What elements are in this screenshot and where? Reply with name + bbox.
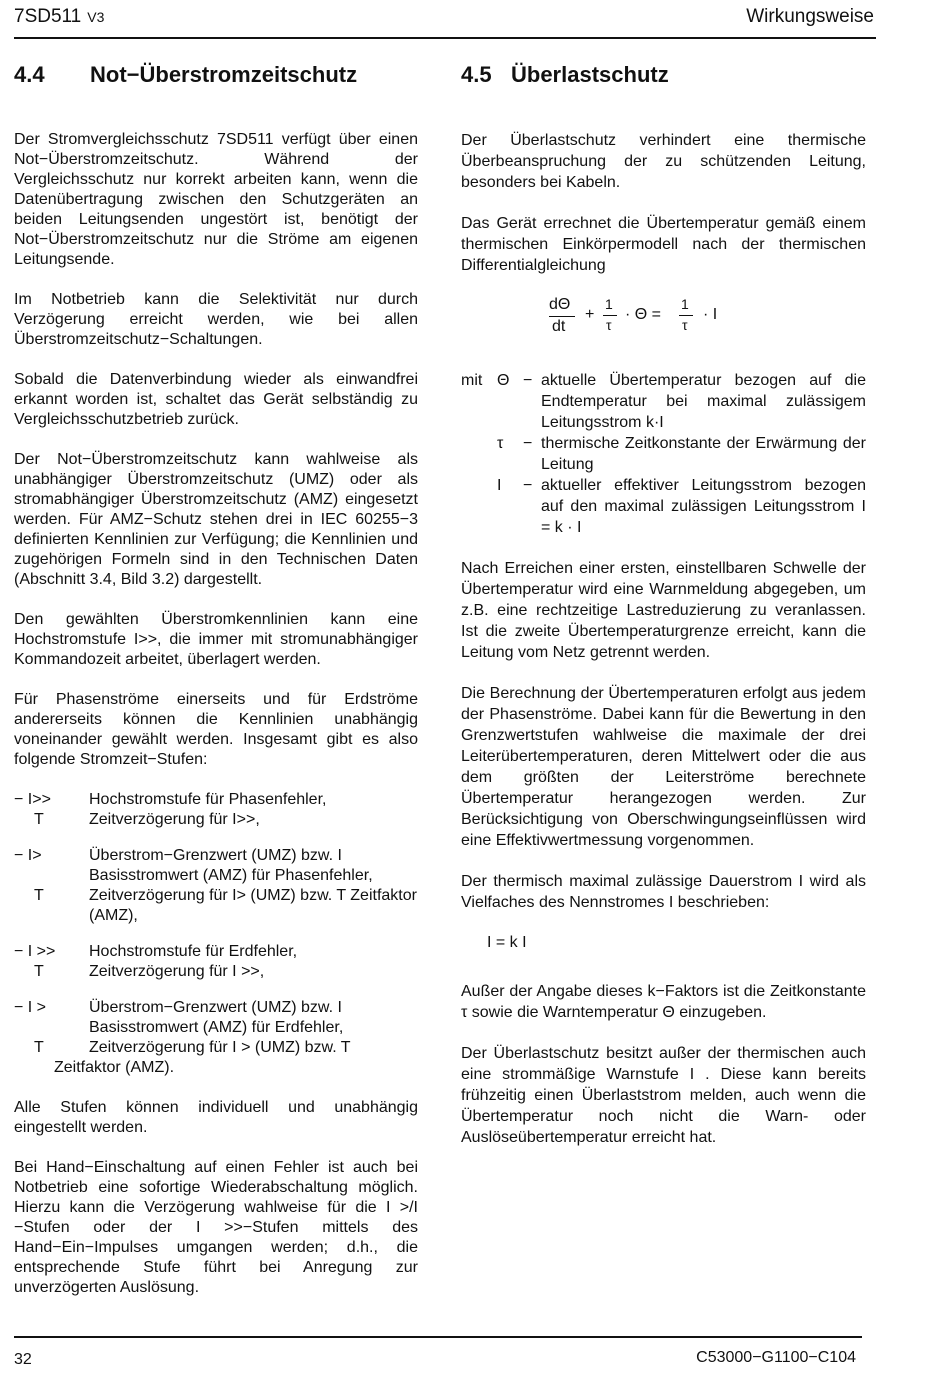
paragraph: Außer der Angabe dieses k−Faktors ist die Zeitkonstante τ sowie die Warntemperatur Θ einzugeben. bbox=[461, 983, 866, 1021]
stage-item bbox=[14, 998, 418, 1078]
paragraph: Der Überlastschutz besitzt außer der thermischen auch eine strommäßige Warnstufe I . Diese kann bereits frühzeitig einen Überlaststrom melden, auch wenn die Übertemperatur noch nicht die Warn- oder Auslöseübertemperatur erreicht hat. bbox=[461, 1045, 866, 1146]
paragraph: Sobald die Datenverbindung wieder als einwandfrei erkannt worden ist, schaltet das Gerät selbständig zu Vergleichsschutzbetrieb zurück. bbox=[14, 371, 418, 428]
stage-symbol: − I >> bbox=[14, 943, 56, 960]
paragraph: Im Notbetrieb kann die Selektivität nur durch Verzögerung erreicht werden, wie bei allen Überstromzeitschutz−Schaltungen. bbox=[14, 291, 418, 348]
legend-dash: − bbox=[523, 435, 533, 452]
stage-text: Hochstromstufe für Erdfehler, bbox=[89, 943, 298, 960]
stage-symbol: T bbox=[34, 1039, 44, 1056]
symbol-legend bbox=[461, 370, 866, 538]
legend-row bbox=[461, 370, 866, 433]
formula-one: 1 bbox=[681, 296, 689, 312]
paragraph: Für Phasenströme einerseits und für Erdströme andererseits können die Kennlinien unabhängig voneinander gewählt werden. Insgesamt gibt es also folgende Stromzeit−Stufen: bbox=[14, 691, 418, 768]
stage-text: Überstrom−Grenzwert (UMZ) bzw. I Basisstromwert (AMZ) für Erdfehler, bbox=[89, 999, 344, 1036]
version: V3 bbox=[87, 9, 105, 25]
formula-numerator: dΘ bbox=[549, 296, 571, 313]
stage-text: Hochstromstufe für Phasenfehler, bbox=[89, 791, 327, 808]
paragraph: Den gewählten Überstromkennlinien kann eine Hochstromstufe I>>, die immer mit stromunabhängiger Kommandozeit arbeitet, überlagert werden. bbox=[14, 611, 418, 668]
stage-symbol: − I> bbox=[14, 847, 42, 864]
legend-row bbox=[461, 475, 866, 538]
header-section: Wirkungsweise bbox=[746, 6, 874, 27]
paragraph: Der thermisch maximal zulässige Dauerstrom I wird als Vielfaches des Nennstromes I beschrieben: bbox=[461, 873, 866, 911]
legend-text: thermische Zeitkonstante der Erwärmung der Leitung bbox=[541, 435, 866, 473]
right-column bbox=[461, 62, 866, 1168]
section-heading-right bbox=[461, 62, 866, 90]
mit-label: mit bbox=[461, 372, 483, 389]
legend-text: aktueller effektiver Leitungsstrom bezogen auf den maximal zulässigen Leitungsstrom I = k · I bbox=[541, 477, 866, 536]
section-number: 4.4 bbox=[14, 62, 45, 87]
legend-symbol: Θ bbox=[497, 372, 510, 389]
stage-item bbox=[14, 942, 418, 982]
stage-text: Zeitverzögerung für I >>, bbox=[89, 963, 265, 980]
left-column bbox=[14, 62, 418, 1318]
stage-text: Zeitverzögerung für I> (UMZ) bzw. T Zeitfaktor (AMZ), bbox=[89, 887, 417, 924]
paragraph: Der Überlastschutz verhindert eine thermische Überbeanspruchung der zu schützenden Leitung, besonders bei Kabeln. bbox=[461, 132, 866, 191]
section-title: Not−Überstromzeitschutz bbox=[90, 62, 358, 87]
stage-item bbox=[14, 790, 418, 830]
paragraph: Das Gerät errechnet die Übertemperatur gemäß einem thermischen Einkörpermodell nach der thermischen Differentialgleichung bbox=[461, 215, 866, 274]
formula-tau: τ bbox=[682, 317, 688, 333]
paragraph: Bei Hand−Einschaltung auf einen Fehler ist auch bei Notbetrieb eine sofortige Wiederabschaltung möglich. Hierzu kann die Verzögerung wahlweise für die I >/I −Stufen oder der I >>−Stufen mittels des Hand−Ein−Impulses umgangen werden; d.h., die entsprechende Stufe führt bei Anregung zur unverzögerten Auslösung. bbox=[14, 1159, 418, 1296]
equation: I = k I bbox=[487, 934, 527, 951]
paragraph: Der Not−Überstromzeitschutz kann wahlweise als unabhängiger Überstromzeitschutz (UMZ) oder als stromabhängiger Überstromzeitschutz (AMZ) eingesetzt werden. Für AMZ−Schutz stehen drei in IEC 60255−3 definierten Kennlinien zur Verfügung; die Kennlinien und zugehörigen Formeln sind in den Technischen Daten (Abschnitt 3.4, Bild 3.2) dargestellt. bbox=[14, 451, 418, 588]
legend-dash: − bbox=[523, 477, 533, 494]
fraction-line bbox=[549, 316, 575, 317]
stage-symbol: − I>> bbox=[14, 791, 51, 808]
stage-text: Überstrom−Grenzwert (UMZ) bzw. I Basisstromwert (AMZ) für Phasenfehler, bbox=[89, 847, 373, 884]
formula-middle: · Θ = bbox=[625, 306, 662, 323]
formula-denominator: dt bbox=[552, 318, 566, 335]
formula-end: · I bbox=[703, 306, 718, 323]
section-number: 4.5 bbox=[461, 62, 492, 87]
paragraph: Der Stromvergleichsschutz 7SD511 verfügt über einen Not−Überstromzeitschutz. Während der Vergleichsschutz nur korrekt arbeiten kann, wenn die Datenübertragung zwischen den Schutzgeräten an beiden Leitungsenden ungestört ist, benötigt der Not−Überstromzeitschutz nur die Ströme am eigenen Leitungsende. bbox=[14, 131, 418, 268]
page-number: 32 bbox=[14, 1351, 32, 1368]
doc-id: 7SD511 bbox=[14, 6, 82, 27]
legend-row bbox=[461, 433, 866, 475]
differential-equation bbox=[461, 296, 866, 356]
formula-plus: + bbox=[585, 306, 595, 323]
header-doc-id bbox=[14, 6, 104, 28]
section-heading-left bbox=[14, 62, 418, 90]
stage-symbol: T bbox=[34, 887, 44, 904]
paragraph: Alle Stufen können individuell und unabhängig eingestellt werden. bbox=[14, 1099, 418, 1136]
header-rule bbox=[14, 37, 876, 39]
legend-symbol: I bbox=[497, 477, 502, 494]
stage-symbol: T bbox=[34, 963, 44, 980]
legend-dash: − bbox=[523, 372, 533, 389]
formula-one: 1 bbox=[605, 296, 613, 312]
legend-symbol: τ bbox=[497, 435, 504, 452]
order-number: C53000−G1100−C104 bbox=[696, 1349, 856, 1366]
stage-text: Zeitverzögerung für I>>, bbox=[89, 811, 260, 828]
paragraph: Die Berechnung der Übertemperaturen erfolgt aus jedem der Phasenströme. Dabei kann für die Bewertung in den Grenzwertstufen wahlweise die maximale der drei Leiterübertemperaturen, deren Mittelwert oder die aus dem größten der Leiterströme berechnete Übertemperatur herangezogen werden. Zur Berücksichtigung von Oberschwingungseinflüssen wird eine Effektivwertmessung vorgenommen. bbox=[461, 685, 866, 849]
stage-symbol: − I > bbox=[14, 999, 47, 1016]
fraction-line bbox=[603, 315, 617, 316]
stage-text: Zeitfaktor (AMZ). bbox=[54, 1059, 175, 1076]
legend-text: aktuelle Übertemperatur bezogen auf die Endtemperatur bei maximal zulässigem Leitungsstrom k·I bbox=[541, 372, 866, 431]
stage-item bbox=[14, 846, 418, 926]
paragraph: Nach Erreichen einer ersten, einstellbaren Schwelle der Übertemperatur wird eine Warnmeldung abgegeben, um z.B. eine rechtzeitige Lastreduzierung zu veranlassen. Ist die zweite Übertemperaturgrenze erreicht, kann die Leitung vom Netz getrennt werden. bbox=[461, 560, 866, 661]
fraction-line bbox=[679, 315, 693, 316]
stage-symbol: T bbox=[34, 811, 44, 828]
stage-text: Zeitverzögerung für I > (UMZ) bzw. T bbox=[89, 1039, 351, 1056]
section-title: Überlastschutz bbox=[511, 62, 669, 87]
formula-tau: τ bbox=[606, 317, 612, 333]
footer-rule bbox=[14, 1336, 862, 1338]
